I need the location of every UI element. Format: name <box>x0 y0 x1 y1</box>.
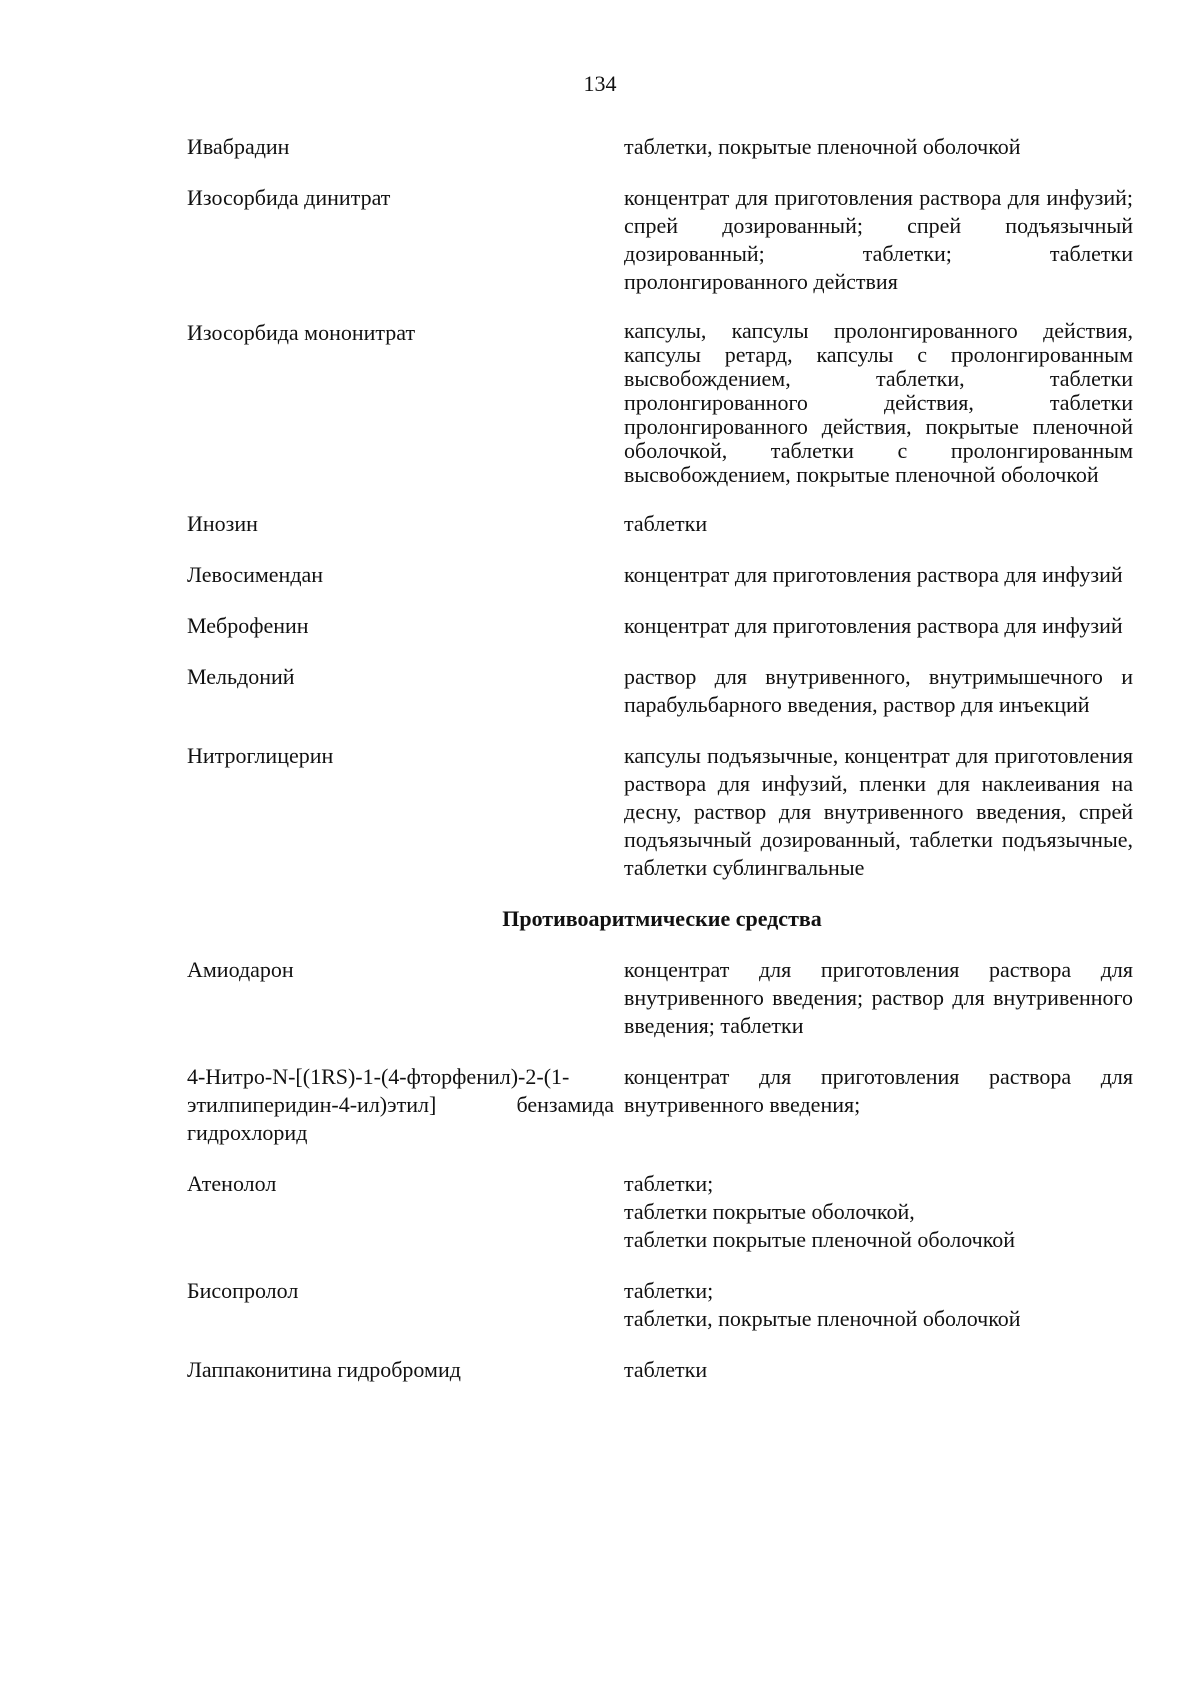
drug-entry-isosorbide-dinitrate <box>187 184 1137 296</box>
dosage-form-line: таблетки покрытые пленочной оболочкой <box>624 1227 1016 1252</box>
dosage-form: капсулы, капсулы пролонгированного действия, капсулы ретард, капсулы с пролонгированным высвобождением, таблетки, таблетки пролонгированного действия, таблетки пролонгированного действия, покрытые пленочной оболочкой, таблетки с пролонгированным высвобождением, покрытые пленочной оболочкой <box>624 318 1133 487</box>
dosage-form: концентрат для приготовления раствора для инфузий <box>624 562 1123 587</box>
dosage-form-line: таблетки покрытые оболочкой, <box>624 1199 915 1224</box>
dosage-form: концентрат для приготовления раствора для инфузий; спрей дозированный; спрей подъязычный дозированный; таблетки; таблетки пролонгированного действия <box>624 185 1133 294</box>
drug-entry-amiodarone <box>187 956 1137 1040</box>
page-number: 134 <box>583 71 617 96</box>
dosage-form-line: таблетки, покрытые пленочной оболочкой <box>624 1306 1021 1331</box>
drug-entry-mebrofenin <box>187 612 1137 640</box>
drug-name: Амиодарон <box>187 957 294 982</box>
drug-entry-nitro-benzamide <box>187 1063 1137 1147</box>
drug-name: Инозин <box>187 511 258 536</box>
drug-name: Изосорбида мононитрат <box>187 320 416 345</box>
drug-name: Бисопролол <box>187 1278 299 1303</box>
dosage-form: таблетки, покрытые пленочной оболочкой <box>624 134 1021 159</box>
drug-entry-nitroglycerin <box>187 742 1137 882</box>
drug-entry-isosorbide-mononitrate <box>187 319 1137 487</box>
drug-name: 4-Нитро-N-[(1RS)-1-(4-фторфенил)-2-(1-этилпиперидин-4-ил)этил] бензамида гидрохлорид <box>187 1064 614 1145</box>
dosage-form: концентрат для приготовления раствора для внутривенного введения; <box>624 1064 1133 1117</box>
drug-entry-bisoprolol <box>187 1277 1137 1333</box>
drug-entry-levosimendan <box>187 561 1137 589</box>
drug-entry-meldonium <box>187 663 1137 719</box>
drug-name: Изосорбида динитрат <box>187 185 391 210</box>
dosage-form: концентрат для приготовления раствора для внутривенного введения; раствор для внутривенного введения; таблетки <box>624 957 1133 1038</box>
drug-name: Нитроглицерин <box>187 743 334 768</box>
drug-entry-lappaconitine <box>187 1356 1137 1384</box>
drug-entry-ivabradine <box>187 133 1137 161</box>
dosage-form: таблетки <box>624 1357 708 1382</box>
drug-entry-inosine <box>187 510 1137 538</box>
dosage-form-line: таблетки; <box>624 1171 714 1196</box>
drug-name: Меброфенин <box>187 613 309 638</box>
dosage-form: раствор для внутривенного, внутримышечного и парабульбарного введения, раствор для инъекций <box>624 664 1133 717</box>
drug-name: Мельдоний <box>187 664 295 689</box>
drug-name: Левосимендан <box>187 562 324 587</box>
dosage-form <box>624 1277 1133 1333</box>
section-heading: Противоаритмические средства <box>502 906 822 931</box>
dosage-form: концентрат для приготовления раствора для инфузий <box>624 613 1123 638</box>
drug-name: Ивабрадин <box>187 134 290 159</box>
dosage-form <box>624 1170 1133 1254</box>
drug-name: Атенолол <box>187 1171 277 1196</box>
drug-list <box>187 133 1137 1407</box>
dosage-form: таблетки <box>624 511 708 536</box>
dosage-form: капсулы подъязычные, концентрат для приготовления раствора для инфузий, пленки для наклеивания на десну, раствор для внутривенного введения, спрей подъязычный дозированный, таблетки подъязычные, таблетки сублингвальные <box>624 743 1133 880</box>
drug-entry-atenolol <box>187 1170 1137 1254</box>
dosage-form-line: таблетки; <box>624 1278 714 1303</box>
drug-name: Лаппаконитина гидробромид <box>187 1357 461 1382</box>
